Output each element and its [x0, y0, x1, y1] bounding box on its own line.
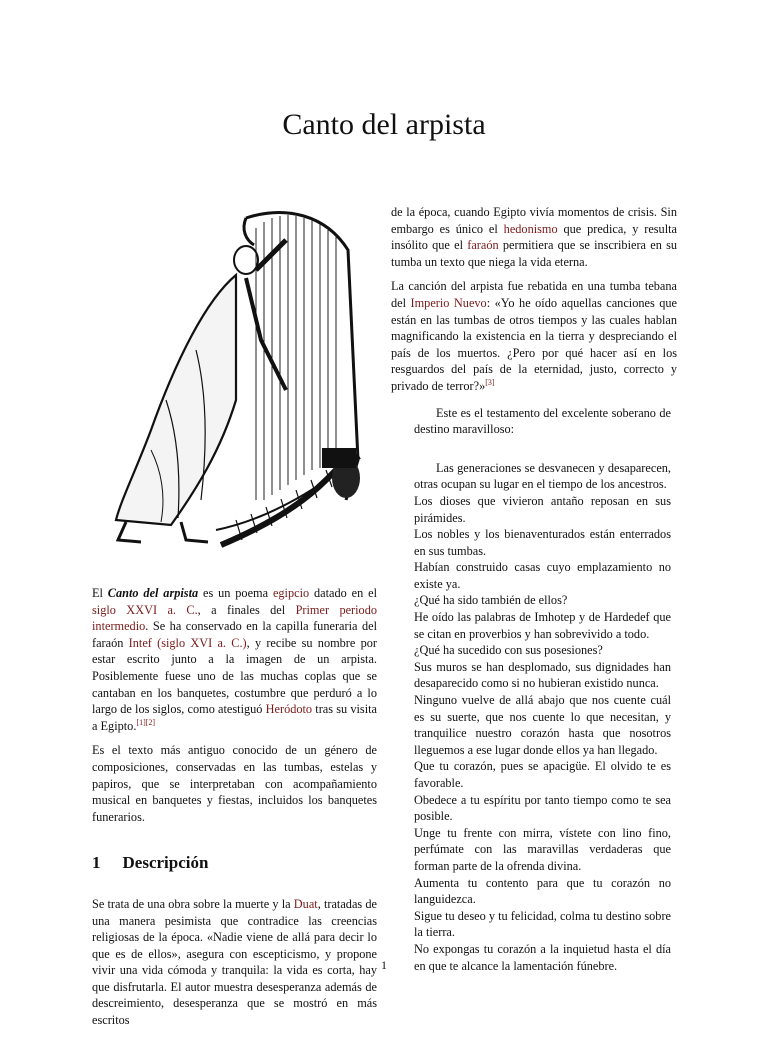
- citation-link[interactable]: [3]: [485, 377, 495, 387]
- text-run: . Se ha conservado en la capilla funeraria del faraón: [92, 619, 377, 650]
- poem-line: Unge tu frente con mirra, vístete con lino fino, perfúmate con las maravillas verdaderas que forman parte de la ofrenda divina.: [414, 825, 671, 873]
- poem-line: ¿Qué ha sido también de ellos?: [414, 593, 568, 608]
- poem-lines: [414, 460, 671, 974]
- poem-line: ¿Qué ha sucedido con sus posesiones?: [414, 643, 603, 658]
- poem-line: Los dioses que vivieron antaño reposan en sus pirámides.: [414, 493, 671, 525]
- intro-paragraph-2: [92, 742, 377, 825]
- poem-quote: [391, 405, 677, 975]
- poem-line: Que tu corazón, pues se apacigüe. El olvido te es favorable.: [414, 759, 671, 790]
- text-run: , tratadas de una manera pesimista que contradice las creencias religiosas de la época. «Nadie viene de allá para decir lo que es de ellos», asegura con escepticismo, y propone vivir una vida cómoda y tranquila: la vida es corta, hay que disfrutarla. El autor muestra desesperanza además de descreimiento, desesperanza que se mostró en más escritos: [92, 896, 377, 1028]
- continuation-paragraph: [391, 204, 677, 270]
- citation-link[interactable]: [1]: [136, 717, 146, 727]
- article-link[interactable]: Intef (siglo XVI a. C.): [128, 635, 247, 650]
- citation: [136, 718, 145, 727]
- poem-line: He oído las palabras de Imhotep y de Hardedef que se citan en proverbios y han sobrevivido a todo.: [414, 610, 671, 641]
- text-run: permitiera que se inscribiera en su tumba un texto que niega la vida eterna.: [391, 238, 678, 269]
- rebuttal-paragraph: [391, 278, 677, 394]
- citation-link[interactable]: [2]: [145, 717, 156, 727]
- poem-line: Aumenta tu contento para que tu corazón no languidezca.: [414, 875, 671, 907]
- text-run: : «Yo he oído aquellas canciones que están en las tumbas de otros tiempos y las cuales hablan magnificando la existencia en la tierra y despreciando el país de los muertos. ¿Pero por qué hacer así en los resguardos del país de la eternidad, justo, correcto y privado de terror?»: [391, 295, 677, 393]
- section-number: 1: [92, 853, 101, 873]
- citation: [485, 378, 494, 387]
- harpist-illustration: [96, 200, 366, 550]
- text-run: La canción del arpista fue rebatida en una tumba tebana del: [391, 279, 677, 310]
- poem-line: Obedece a tu espíritu por tanto tiempo como te sea posible.: [414, 792, 671, 824]
- right-column: [391, 204, 677, 974]
- text-run: Se trata de una obra sobre la muerte y la: [92, 896, 294, 911]
- section-heading: [92, 855, 377, 872]
- text-run: datado en el: [309, 586, 377, 600]
- page-title: Canto del arpista: [282, 108, 486, 141]
- article-link[interactable]: faraón: [467, 238, 499, 253]
- page-number: 1: [381, 958, 387, 972]
- text-run: , y recibe su nombre por estar escrito junto a la imagen de un arpista. Posiblemente fuese uno de las muchas coplas que se cantaban en los banquetes, costumbre que perduró a lo largo de los siglos, como atestiguó: [92, 635, 377, 717]
- article-link[interactable]: Imperio Nuevo: [410, 295, 487, 310]
- article-link[interactable]: Duat: [293, 896, 318, 911]
- poem-line: Los nobles y los bienaventurados están enterrados en sus tumbas.: [414, 527, 671, 558]
- citation: [146, 718, 155, 727]
- article-link[interactable]: hedonismo: [503, 221, 558, 236]
- poem-line: Las generaciones se desvanecen y desaparecen, otras ocupan su lugar en el tiempo de los ancestros.: [414, 460, 671, 492]
- section-title: Descripción: [122, 853, 209, 873]
- poem-line: Ninguno vuelve de allá abajo que nos cuente cuál es su suerte, que nos cuente lo que necesitan, y tranquilice nuestro corazón hasta que nosotros lleguemos a ese lugar donde ellos ya han llegado.: [414, 693, 671, 757]
- emphasis-text: Canto del arpista: [107, 586, 199, 600]
- text-run: es un poema: [198, 586, 273, 600]
- harpist-drawing: [96, 200, 366, 550]
- poem-intro: Este es el testamento del excelente soberano de destino maravilloso:: [414, 405, 671, 437]
- poem-line: Sigue tu deseo y tu felicidad, colma tu destino sobre la tierra.: [414, 908, 671, 940]
- article-link[interactable]: egipcio: [272, 586, 310, 600]
- text-run: El: [92, 586, 108, 600]
- text-run: Es el texto más antiguo conocido de un género de composiciones, conservadas en las tumbas, estelas y papiros, que se interpretaban con acompañamiento musical en banquetes y fiestas, incluidos los banquetes funerarios.: [92, 743, 377, 824]
- text-run: tras su visita a Egipto.: [92, 702, 377, 733]
- intro-paragraph-1: [92, 585, 377, 734]
- text-run: , a finales del: [197, 602, 296, 617]
- text-run: que predica, y resulta insólito que el: [391, 221, 677, 253]
- article-link[interactable]: Primer periodo intermedio: [92, 602, 378, 634]
- poem-line: Habían construido casas cuyo emplazamiento no existe ya.: [414, 560, 671, 591]
- article-link[interactable]: Heródoto: [265, 702, 313, 717]
- article-link[interactable]: siglo XXVI a. C.: [92, 602, 198, 617]
- poem-line: Sus muros se han desplomado, sus dignidades han desaparecido como si no hubieran existido nunca.: [414, 659, 671, 691]
- poem-line: No expongas tu corazón a la inquietud hasta el día en que te alcance la lamentación fúnebre.: [414, 941, 671, 973]
- text-run: de la época, cuando Egipto vivía momentos de crisis. Sin embargo es único el: [391, 205, 677, 236]
